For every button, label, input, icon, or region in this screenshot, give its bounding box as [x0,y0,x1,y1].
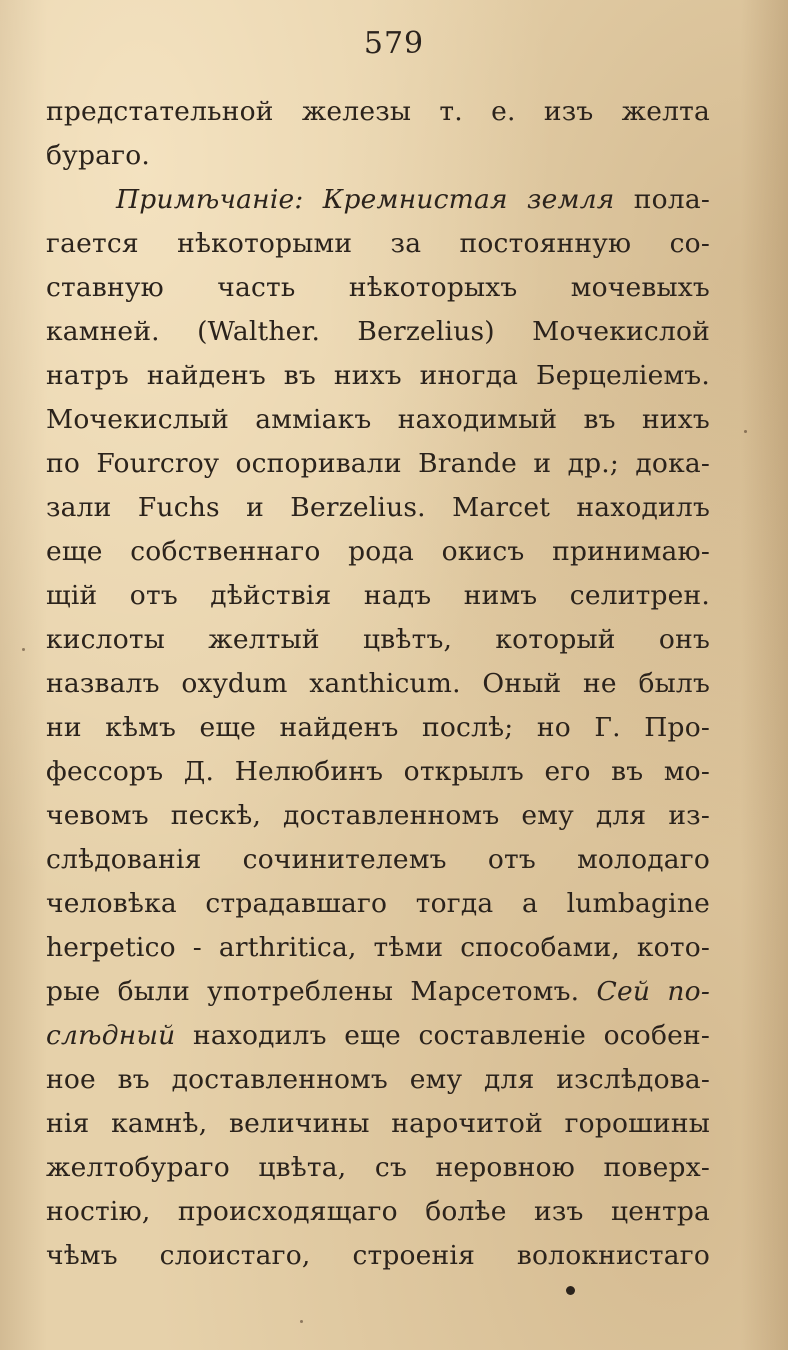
text-line-1: предстательной железы т. е. изъ желта [46,96,710,127]
text-line-5: ставную часть нѣкоторыхъ мочевыхъ [46,272,710,303]
text-line-15: ни кѣмъ еще найденъ послѣ; но Г. Про- [46,712,710,743]
text-line-26: ностію, происходящаго болѣе изъ центра [46,1196,710,1227]
text-line-4: гается нѣкоторыми за постоянную со- [46,228,710,259]
text-line-8: Мочекислый амміакъ находимый въ нихъ [46,404,710,435]
text-line-12: щій отъ дѣйствія надъ нимъ селитрен. [46,580,710,611]
text-line-25: желтобураго цвѣта, съ неровною поверх- [46,1152,710,1183]
paper-speck [300,1320,303,1323]
text-line-6: камней. (Walther. Berzelius) Мочекислой [46,316,710,347]
text-line-9: по Fourcroy оспоривали Brande и др.; дока- [46,448,710,479]
text-line-18: слѣдованія сочинителемъ отъ молодаго [46,844,710,875]
paper-speck [22,648,25,651]
text-line-23: ное въ доставленномъ ему для изслѣдова- [46,1064,710,1095]
page-number: 579 [363,26,425,61]
text-line-11: еще собственнаго рода окисъ принимаю- [46,536,710,567]
text-line-3: Примѣчаніе: Кремнистая земля пола- [116,184,710,215]
text-line-21: рые были употреблены Марсетомъ. Сей по- [46,976,710,1007]
text-line-27: чѣмъ слоистаго, строенія волокнистаго [46,1240,710,1271]
text-line-16: фессоръ Д. Нелюбинъ открылъ его въ мо- [46,756,710,787]
text-line-19: человѣка страдавшаго тогда a lumbagine [46,888,710,919]
text-line-10: зали Fuchs и Berzelius. Marcet находилъ [46,492,710,523]
paper-speck [744,430,747,433]
text-line-17: чевомъ пескѣ, доставленномъ ему для из- [46,800,710,831]
text-line-13: кислоты желтый цвѣтъ, который онъ [46,624,710,655]
text-line-20: herpetico - arthritica, тѣми способами, кото- [46,932,710,963]
text-line-24: нія камнѣ, величины нарочитой горошины [46,1108,710,1139]
text-line-22: слѣдный находилъ еще составленіе особен- [46,1020,710,1051]
ink-dot-mark [566,1286,575,1295]
note-heading: Примѣчаніе: Кремнистая земля [116,184,615,215]
text-line-2: бураго. [46,140,150,171]
text-line-7: натръ найденъ въ нихъ иногда Берцеліемъ. [46,360,710,391]
text-line-14: назвалъ oxydum xanthicum. Оный не былъ [46,668,710,699]
